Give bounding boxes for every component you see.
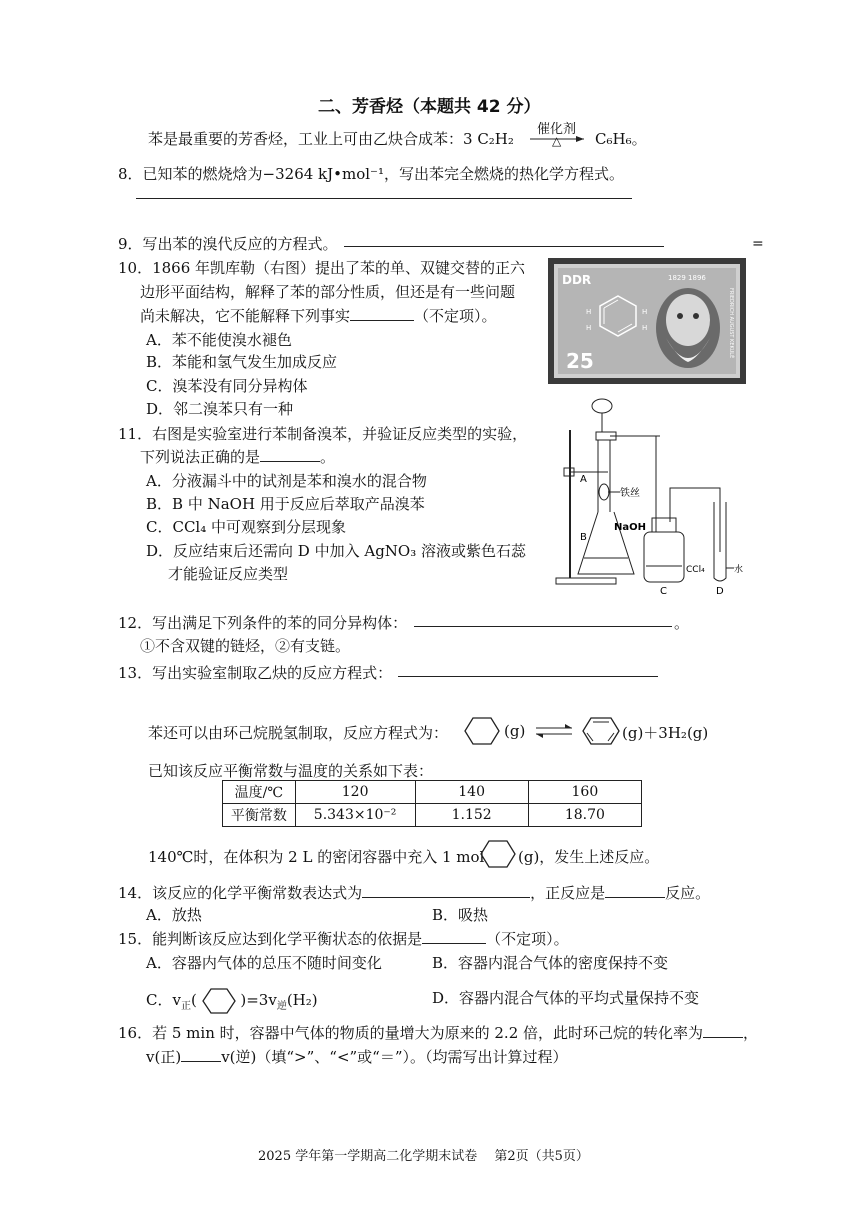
table-cell: 5.343×10⁻² — [295, 804, 415, 827]
svg-text:H: H — [586, 324, 592, 332]
label-a: A — [580, 474, 587, 485]
section-title: 二、芳香烃（本题共 42 分） — [318, 97, 541, 117]
option-15b: B．容器内混合气体的密度保持不变 — [432, 954, 669, 972]
intro-text — [148, 128, 514, 149]
cyclohexane-icon — [464, 716, 500, 746]
stamp-side-text: FRIEDRICH AUGUST KEKULÉ — [728, 288, 734, 359]
answer-blank-16-conversion[interactable] — [703, 1023, 743, 1038]
table-cell: 温度/℃ — [223, 781, 296, 804]
margin-mark: = — [752, 236, 764, 252]
intro-reactant: 苯是最重要的芳香烃，工业上可由乙炔合成苯：3 C₂H₂ — [148, 130, 514, 148]
option-10d: D．邻二溴苯只有一种 — [146, 400, 294, 418]
table-cell: 平衡常数 — [223, 804, 296, 827]
question-12-line1: 12．写出满足下列条件的苯的同分异构体： — [118, 614, 408, 632]
option-15c: C．$v_正$( )$=3v_逆(H_2)$ — [146, 987, 318, 1015]
svg-text:H: H — [642, 308, 648, 316]
answer-blank-14-expression[interactable] — [362, 883, 530, 898]
question-11-line2: 下列说法正确的是 。 — [140, 448, 336, 466]
answer-blank-15[interactable] — [422, 929, 486, 944]
answer-blank-16-compare[interactable] — [181, 1047, 221, 1062]
stamp-country: DDR — [562, 273, 592, 287]
svg-text:H: H — [586, 308, 592, 316]
question-10-line1: 10．1866 年凯库勒（右图）提出了苯的单、双键交替的正六 — [118, 259, 526, 277]
label-water: 水 — [734, 565, 744, 575]
option-11d: D．反应结束后还需向 D 中加入 AgNO₃ 溶液或紫色石蕊 — [146, 542, 526, 560]
answer-line-9[interactable] — [344, 246, 664, 247]
option-11c: C．CCl₄ 中可观察到分层现象 — [146, 518, 347, 536]
answer-blank-14-type[interactable] — [605, 883, 665, 898]
table-row — [223, 781, 642, 804]
option-11d-cont: 才能验证反应类型 — [168, 565, 289, 583]
option-10a: A．苯不能使溴水褪色 — [146, 331, 292, 349]
option-11b: B．B 中 NaOH 用于反应后萃取产品溴苯 — [146, 495, 425, 513]
condition-prefix: 140℃时，在体积为 2 L 的密闭容器中充入 1 mol — [148, 848, 485, 866]
answer-line-13[interactable] — [398, 676, 658, 677]
table-cell: 120 — [295, 781, 415, 804]
question-10-line3: 尚未解决，它不能解释下列事实 （不定项）。 — [140, 307, 497, 325]
label-b: B — [580, 532, 587, 543]
question-11-line1: 11．右图是实验室进行苯制备溴苯，并验证反应类型的实验， — [118, 425, 528, 443]
table-cell: 1.152 — [415, 804, 528, 827]
condition-suffix: (g)，发生上述反应。 — [518, 848, 660, 866]
equilibrium-arrow-icon — [532, 722, 576, 740]
table-cell: 140 — [415, 781, 528, 804]
dehydro-g2: (g)＋3H₂(g) — [622, 724, 709, 742]
catalyst-label: 催化剂 — [537, 122, 577, 137]
label-iron-wire: 铁丝 — [620, 488, 640, 499]
label-d: D — [716, 586, 724, 597]
question-12-line2: ①不含双键的链烃，②有支链。 — [140, 637, 351, 655]
answer-blank-10[interactable] — [350, 306, 414, 321]
answer-blank-11[interactable] — [260, 447, 320, 462]
intro-product: C₆H₆。 — [595, 130, 647, 148]
question-10-line2: 边形平面结构，解释了苯的部分性质，但还是有一些问题 — [140, 283, 516, 301]
stamp-years: 1829 1896 — [668, 274, 706, 282]
table-cell: 18.70 — [528, 804, 641, 827]
question-15: 15．能判断该反应达到化学平衡状态的依据是 （不定项）。 — [118, 930, 569, 948]
question-16-line2: v(正) v(逆)（填“>”、“<”或“＝”）。（均需写出计算过程） — [146, 1048, 568, 1066]
benzene-icon — [582, 716, 620, 746]
dehydro-g1: (g) — [504, 722, 526, 740]
question-9: 9．写出苯的溴代反应的方程式。 — [118, 235, 338, 253]
table-cell: 160 — [528, 781, 641, 804]
question-16-line1: 16．若 5 min 时，容器中气体的物质的量增大为原来的 2.2 倍，此时环己烷的转化率为 ， — [118, 1024, 759, 1042]
equilibrium-constant-table — [222, 780, 642, 827]
page-footer: 2025 学年第一学期高二化学期末试卷 第2页（共5页） — [258, 1149, 589, 1164]
option-15a: A．容器内气体的总压不随时间变化 — [146, 954, 382, 972]
label-ccl4: CCl₄ — [686, 565, 705, 575]
svg-text:H: H — [642, 324, 648, 332]
dehydro-prefix: 苯还可以由环己烷脱氢制取，反应方程式为： — [148, 724, 449, 742]
cyclohexane-icon — [480, 839, 516, 869]
bromobenzene-apparatus-diagram — [548, 392, 748, 598]
cyclohexane-icon — [202, 987, 236, 1015]
answer-line-8[interactable] — [136, 198, 632, 199]
question-13: 13．写出实验室制取乙炔的反应方程式： — [118, 664, 393, 682]
kekule-stamp-image — [548, 258, 746, 384]
option-14a: A．放热 — [146, 906, 202, 924]
label-c: C — [660, 586, 667, 597]
question-14: 14．该反应的化学平衡常数表达式为 ，正反应是 反应。 — [118, 884, 711, 902]
option-14b: B．吸热 — [432, 906, 489, 924]
table-row — [223, 804, 642, 827]
table-intro: 已知该反应平衡常数与温度的关系如下表： — [148, 762, 434, 780]
heat-symbol: △ — [552, 134, 562, 148]
option-10c: C．溴苯没有同分异构体 — [146, 377, 308, 395]
option-10b: B．苯能和氢气发生加成反应 — [146, 353, 338, 371]
answer-line-12[interactable] — [414, 626, 672, 627]
option-11a: A．分液漏斗中的试剂是苯和溴水的混合物 — [146, 472, 427, 490]
question-8: 8．已知苯的燃烧焓为−3264 kJ•mol⁻¹，写出苯完全燃烧的热化学方程式。 — [118, 165, 624, 183]
stamp-value: 25 — [566, 349, 594, 373]
label-naoh: NaOH — [614, 522, 646, 533]
option-15d: D．容器内混合气体的平均式量保持不变 — [432, 989, 700, 1007]
question-12-end: 。 — [674, 614, 690, 632]
